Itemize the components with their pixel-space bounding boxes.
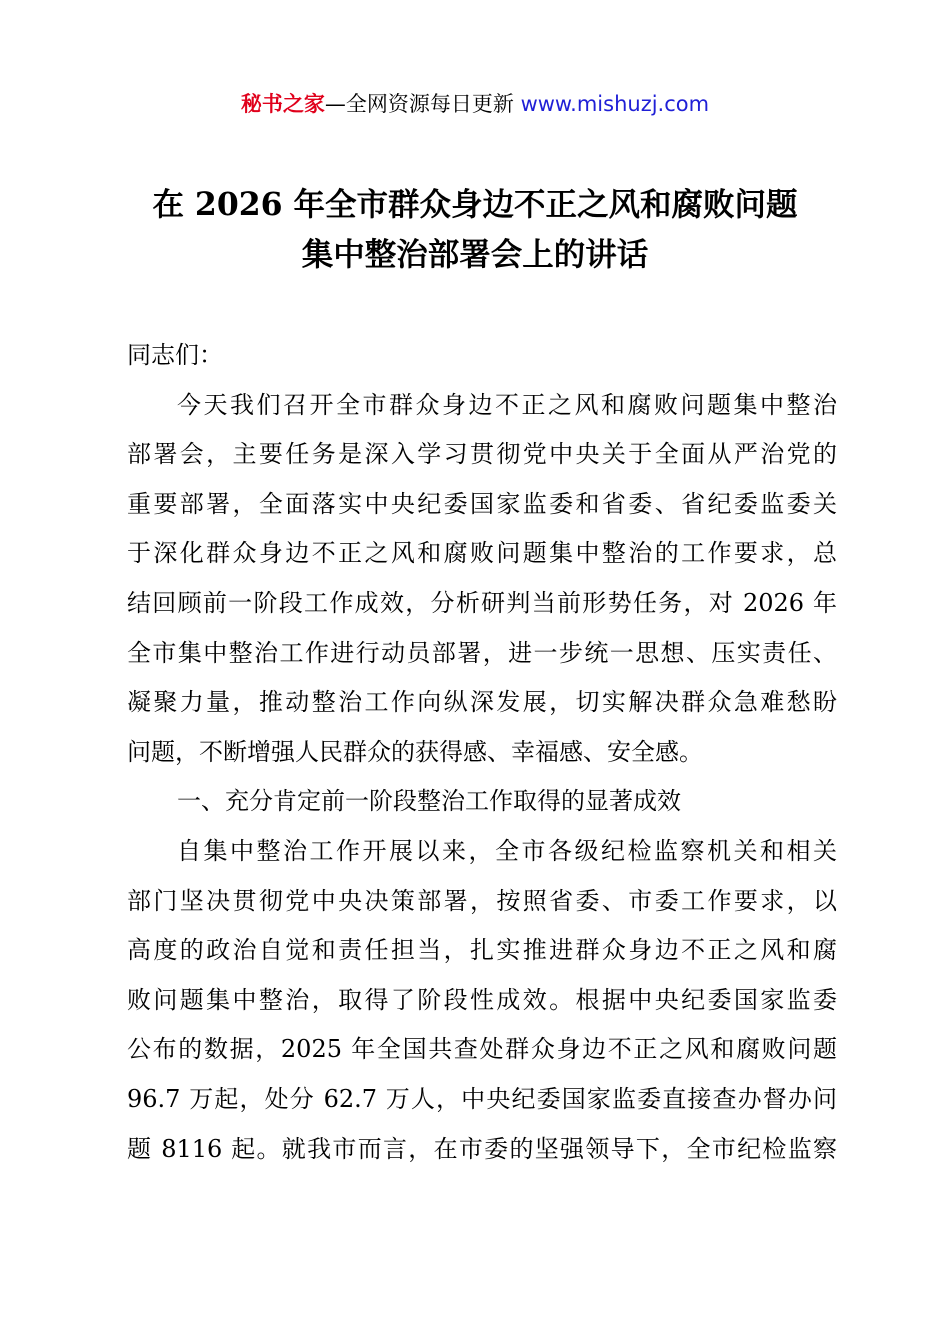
text-line: 96.7 万起，处分 62.7 万人，中央纪委国家监委直接查办督办问: [127, 1084, 837, 1113]
text-line: 题 8116 起。就我市而言，在市委的坚强领导下，全市纪检监察: [127, 1134, 837, 1163]
text-line: 公布的数据，2025 年全国共查处群众身边不正之风和腐败问题: [127, 1035, 837, 1064]
salutation: 同志们：: [127, 341, 223, 369]
site-url-link[interactable]: www.mishuzj.com: [520, 92, 710, 116]
text-line: 结回顾前一阶段工作成效，分析研判当前形势任务，对 2026 年: [127, 588, 837, 617]
text-line: 高度的政治自觉和责任担当，扎实推进群众身边不正之风和腐: [127, 936, 837, 965]
brand-name: 秘书之家: [240, 92, 325, 116]
text-line: 部门坚决贯彻党中央决策部署，按照省委、市委工作要求，以: [127, 886, 837, 915]
title-line-2: 集中整治部署会上的讲话: [301, 236, 649, 273]
title-line-1: 在 2026 年全市群众身边不正之风和腐败问题: [152, 186, 798, 223]
text-line: 重要部署，全面落实中央纪委国家监委和省委、省纪委监委关: [127, 489, 837, 518]
text-line: 问题，不断增强人民群众的获得感、幸福感、安全感。: [127, 737, 703, 766]
text-line: 败问题集中整治，取得了阶段性成效。根据中央纪委国家监委: [127, 985, 837, 1014]
text-line: 凝聚力量，推动整治工作向纵深发展，切实解决群众急难愁盼: [127, 688, 837, 717]
text-line: 自集中整治工作开展以来，全市各级纪检监察机关和相关: [177, 836, 837, 865]
site-header: [0, 88, 950, 120]
text-line: 今天我们召开全市群众身边不正之风和腐败问题集中整治: [177, 390, 837, 419]
document-body: [127, 331, 837, 1174]
text-line: 于深化群众身边不正之风和腐败问题集中整治的工作要求，总: [127, 539, 837, 568]
text-line: 全市集中整治工作进行动员部署，进一步统一思想、压实责任、: [127, 638, 837, 667]
text-line: 部署会，主要任务是深入学习贯彻党中央关于全面从严治党的: [127, 440, 837, 469]
section-heading: 一、充分肯定前一阶段整治工作取得的显著成效: [177, 787, 681, 816]
document-title: [60, 180, 890, 280]
header-slogan: —全网资源每日更新: [324, 92, 521, 116]
